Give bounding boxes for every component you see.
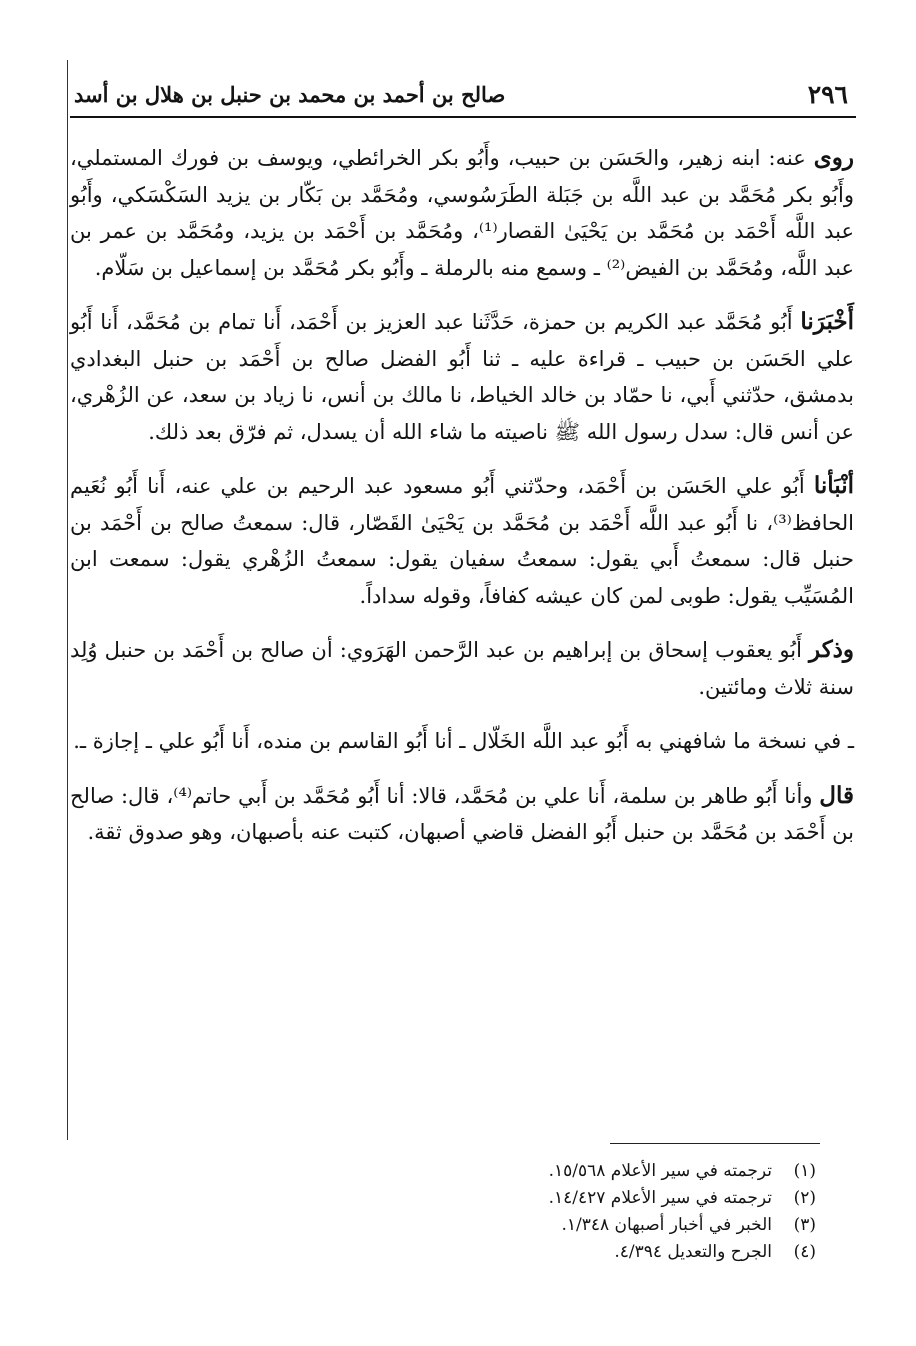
footnote-text: الخبر في أخبار أصبهان ١/٣٤٨. — [561, 1215, 772, 1235]
page-header — [70, 72, 856, 118]
page-number: ٢٩٦ — [807, 80, 848, 109]
lead-word: أنْبَأنا — [813, 472, 854, 499]
running-title: صالح بن أحمد بن محمد بن حنبل بن هلال بن أسد — [74, 82, 506, 107]
paragraph-assessment — [70, 778, 854, 851]
paragraph-text: أَبُو علي الحَسَن بن أَحْمَد، وحدّثني أَبُو مسعود عبد الرحيم بن علي عنه، أَنا أَبُو نُعَيم الحافظ⁽³⁾، نا أَبُو عبد اللَّه أَحْمَد بن مُحَمَّد بن يَحْيَىٰ القَصّار، قال: سمعتُ صالح بن أَحْمَد بن حنبل قال: سمعتُ أَبي يقول: سمعتُ سفيان يقول: سمعتُ الزُهْري يقول: سمعت ابن المُسَيِّب يقول: طوبى لمن كان عيشه كفافاً، وقوله سداداً. — [70, 474, 854, 608]
footnote-number: (٣) — [793, 1215, 816, 1235]
paragraph-hadith-1 — [70, 304, 854, 450]
footnote — [70, 1158, 816, 1185]
footnote-number: (١) — [793, 1161, 816, 1181]
paragraph-narrators — [70, 140, 854, 286]
paragraph-text: وأنا أَبُو طاهر بن سلمة، أَنا علي بن مُحَمَّد، قالا: أنا أَبُو مُحَمَّد بن أَبي حاتم⁽⁴⁾، قال: صالح بن أَحْمَد بن مُحَمَّد بن حنبل أَبُو الفضل قاضي أصبهان، كتبت عنه بأصبهان، وهو صدوق ثقة. — [70, 783, 854, 844]
footnote-separator — [610, 1143, 820, 1144]
footnote-text: ترجمته في سير الأعلام ١٤/٤٢٧. — [548, 1188, 772, 1208]
paragraph-birth — [70, 632, 854, 705]
footnotes — [70, 1158, 816, 1266]
paragraph-transmission — [70, 723, 854, 760]
footnote — [70, 1212, 816, 1239]
footnote-text: ترجمته في سير الأعلام ١٥/٥٦٨. — [548, 1161, 772, 1181]
paragraph-text: ـ في نسخة ما شافهني به أَبُو عبد اللَّه الخَلّال ـ أنا أَبُو القاسم بن منده، أَنا أَبُو علي ـ إجازة ـ. — [73, 729, 854, 753]
margin-line — [67, 60, 68, 1140]
lead-word: قال — [819, 781, 854, 809]
paragraph-text: أَبُو مُحَمَّد عبد الكريم بن حمزة، حَدَّثَنا عبد العزيز بن أَحْمَد، أَنا تمام بن مُحَمَّد، أَنا أَبُو علي الحَسَن بن حبيب ـ قراءة عليه ـ ثنا أَبُو الفضل صالح بن أَحْمَد بن حنبل البغدادي بدمشق، حدّثني أَبي، نا حمّاد بن خالد الخياط، نا مالك بن أنس، نا زياد بن سعد، عن الزُهْري، عن أنس قال: سدل رسول الله ﷺ ناصيته ما شاء الله أن يسدل، ثم فرّق بعد ذلك. — [70, 310, 854, 444]
lead-word: روى — [813, 144, 854, 171]
paragraph-text: عنه: ابنه زهير، والحَسَن بن حبيب، وأَبُو بكر الخرائطي، ويوسف بن فورك المستملي، وأَبُو بكر مُحَمَّد بن عبد اللَّه بن جَبَلة الطَرَسُوسي، ومُحَمَّد بن بَكّار بن يزيد السَكْسَكي، وأَبُو عبد اللَّه أَحْمَد بن مُحَمَّد بن يَحْيَىٰ القصار⁽¹⁾، ومُحَمَّد بن أَحْمَد بن يزيد، ومُحَمَّد بن عمر بن عبد اللَّه، ومُحَمَّد بن الفيض⁽²⁾ ـ وسمع منه بالرملة ـ وأَبُو بكر مُحَمَّد بن إسماعيل بن سَلّام. — [70, 146, 854, 280]
footnote — [70, 1185, 816, 1212]
footnote-number: (٤) — [793, 1242, 816, 1262]
footnote-number: (٢) — [793, 1188, 816, 1208]
main-text — [70, 140, 854, 869]
paragraph-text: أَبُو يعقوب إسحاق بن إبراهيم بن عبد الرَّحمن الهَرَوي: أن صالح بن أَحْمَد بن حنبل وُلِد سنة ثلاث ومائتين. — [70, 638, 854, 699]
lead-word: أَخْبَرَنا — [800, 308, 854, 335]
paragraph-hadith-2 — [70, 468, 854, 614]
lead-word: وذكر — [809, 636, 854, 663]
footnote — [70, 1239, 816, 1266]
header-rule — [70, 116, 856, 118]
footnote-text: الجرح والتعديل ٤/٣٩٤. — [614, 1242, 772, 1262]
